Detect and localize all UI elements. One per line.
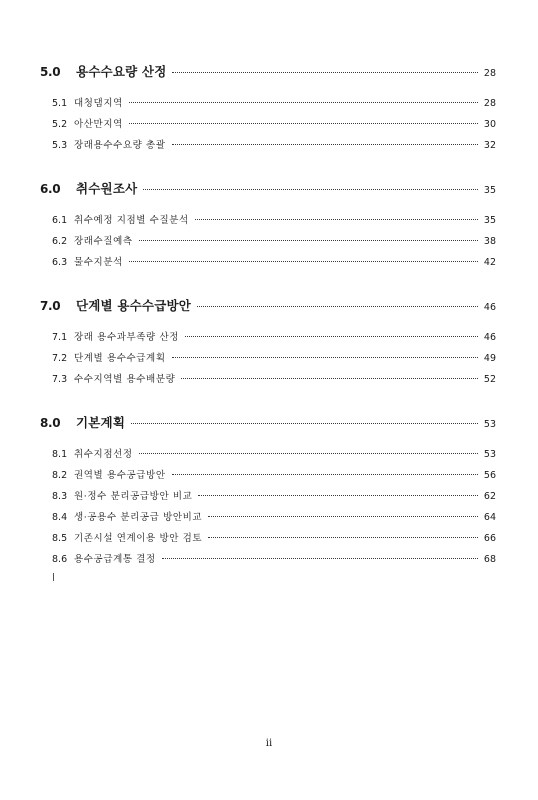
- toc-section-8: [40, 413, 496, 570]
- entry-page-number: 28: [483, 98, 496, 109]
- dot-leader: [208, 516, 478, 517]
- toc-entry[interactable]: [40, 135, 496, 156]
- dot-leader: [181, 378, 478, 379]
- toc-heading[interactable]: [40, 62, 496, 82]
- toc-heading[interactable]: [40, 179, 496, 199]
- entry-page-number: 30: [483, 119, 496, 130]
- entry-page-number: 35: [483, 215, 496, 226]
- heading-number: 6.0: [40, 182, 61, 196]
- entry-number: 8.6: [52, 554, 68, 565]
- toc-entry[interactable]: [40, 114, 496, 135]
- entry-page-number: 52: [483, 374, 496, 385]
- entry-page-number: 56: [483, 470, 496, 481]
- heading-page-number: 46: [483, 302, 496, 313]
- entry-title: 취수지점선정: [74, 449, 133, 460]
- entry-number: 8.2: [52, 470, 68, 481]
- dot-leader: [195, 219, 478, 220]
- entry-title: 장래수질예측: [74, 236, 133, 247]
- entry-number: 8.4: [52, 512, 68, 523]
- dot-leader: [139, 240, 478, 241]
- toc-entry[interactable]: [40, 327, 496, 348]
- entry-number: 6.1: [52, 215, 68, 226]
- dot-leader: [131, 423, 478, 424]
- dot-leader: [172, 357, 478, 358]
- toc-entry[interactable]: [40, 528, 496, 549]
- toc-entry[interactable]: [40, 210, 496, 231]
- toc-entry[interactable]: [40, 231, 496, 252]
- entry-title: 용수공급계통 결정: [74, 554, 156, 565]
- entry-page-number: 42: [483, 257, 496, 268]
- heading-title: 용수수요량 산정: [76, 64, 167, 79]
- toc-entry[interactable]: [40, 369, 496, 390]
- entry-page-number: 64: [483, 512, 496, 523]
- dot-leader: [129, 261, 478, 262]
- heading-title: 단계별 용수수급방안: [76, 298, 192, 313]
- entry-number: 8.3: [52, 491, 68, 502]
- dot-leader: [198, 495, 478, 496]
- entry-title: 단계별 용수수급계획: [74, 353, 166, 364]
- table-of-contents: [40, 62, 496, 593]
- toc-section-5: [40, 62, 496, 156]
- entry-title: 물수지분석: [74, 257, 123, 268]
- entry-number: 5.1: [52, 98, 68, 109]
- dot-leader: [197, 306, 478, 307]
- dot-leader: [129, 102, 478, 103]
- toc-entry[interactable]: [40, 444, 496, 465]
- heading-title: 취수원조사: [76, 181, 138, 196]
- entry-number: 5.2: [52, 119, 68, 130]
- entry-title: 원·정수 분리공급방안 비교: [74, 491, 193, 502]
- heading-number: 5.0: [40, 65, 61, 79]
- entry-number: 7.1: [52, 332, 68, 343]
- toc-entry[interactable]: [40, 252, 496, 273]
- dot-leader: [129, 123, 478, 124]
- entry-title: 권역별 용수공급방안: [74, 470, 166, 481]
- entry-title: 아산만지역: [74, 119, 123, 130]
- entry-page-number: 38: [483, 236, 496, 247]
- entry-page-number: 46: [483, 332, 496, 343]
- entry-page-number: 49: [483, 353, 496, 364]
- toc-entry[interactable]: [40, 465, 496, 486]
- entry-number: 8.1: [52, 449, 68, 460]
- dot-leader: [162, 558, 478, 559]
- heading-title: 기본계획: [76, 415, 126, 430]
- toc-entry[interactable]: [40, 348, 496, 369]
- entry-title: 대청댐지역: [74, 98, 123, 109]
- toc-heading[interactable]: [40, 413, 496, 433]
- toc-entry[interactable]: [40, 93, 496, 114]
- dot-leader: [172, 144, 478, 145]
- entry-title: 기존시설 연계이용 방안 검토: [74, 533, 203, 544]
- entry-page-number: 62: [483, 491, 496, 502]
- dot-leader: [172, 72, 478, 73]
- entry-number: 8.5: [52, 533, 68, 544]
- heading-page-number: 53: [483, 419, 496, 430]
- heading-page-number: 35: [483, 185, 496, 196]
- dot-leader: [208, 537, 478, 538]
- toc-entry[interactable]: [40, 549, 496, 570]
- toc-entry[interactable]: [40, 507, 496, 528]
- entry-page-number: 68: [483, 554, 496, 565]
- dot-leader: [172, 474, 478, 475]
- entry-number: 5.3: [52, 140, 68, 151]
- dot-leader: [139, 453, 478, 454]
- dot-leader: [143, 189, 478, 190]
- toc-section-6: [40, 179, 496, 273]
- entry-title: 수수지역별 용수배분량: [74, 374, 176, 385]
- heading-number: 7.0: [40, 299, 61, 313]
- scan-mark: [53, 573, 54, 581]
- dot-leader: [185, 336, 478, 337]
- toc-entry[interactable]: [40, 486, 496, 507]
- heading-number: 8.0: [40, 416, 61, 430]
- entry-number: 7.3: [52, 374, 68, 385]
- entry-page-number: 32: [483, 140, 496, 151]
- entry-page-number: 66: [483, 533, 496, 544]
- entry-number: 6.3: [52, 257, 68, 268]
- toc-heading[interactable]: [40, 296, 496, 316]
- toc-section-7: [40, 296, 496, 390]
- entry-title: 취수예정 지점별 수질분석: [74, 215, 189, 226]
- heading-page-number: 28: [483, 68, 496, 79]
- entry-number: 6.2: [52, 236, 68, 247]
- entry-title: 장래 용수과부족량 산정: [74, 332, 180, 343]
- entry-number: 7.2: [52, 353, 68, 364]
- page-footer-number: ii: [265, 738, 273, 749]
- entry-page-number: 53: [483, 449, 496, 460]
- entry-title: 생·공용수 분리공급 방안비교: [74, 512, 203, 523]
- entry-title: 장래용수수요량 총괄: [74, 140, 166, 151]
